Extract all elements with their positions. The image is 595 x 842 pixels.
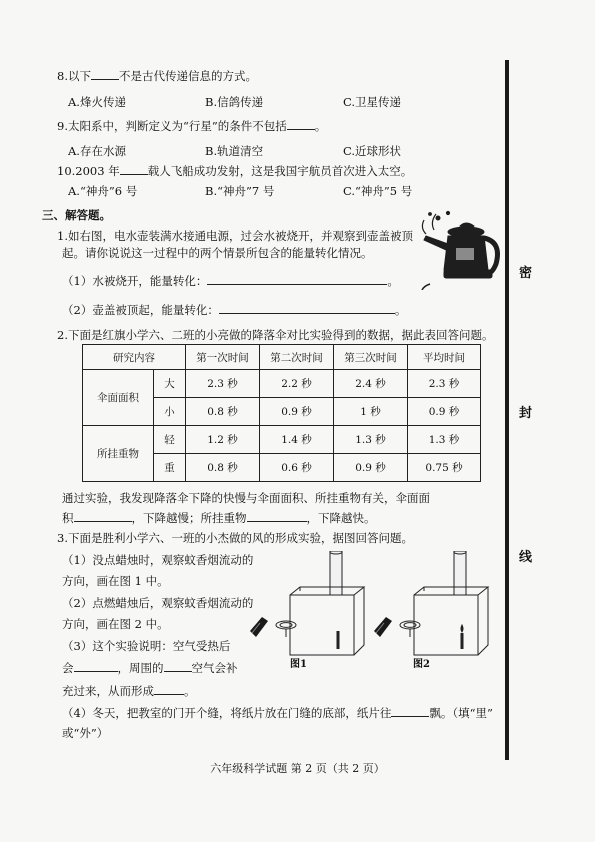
- figure-1-label: 图1: [290, 659, 307, 670]
- q3-3-stem: 3.下面是胜利小学六、一班的小杰做的风的形成实验，据图回答问题。: [57, 531, 413, 545]
- page-footer: 六年级科学试题 第 2 页（共 2 页）: [210, 762, 385, 775]
- q3-3-l6: 会 ，周围的 空气会补: [62, 661, 238, 675]
- seal-char-3: 线: [519, 550, 533, 565]
- q3-1-line1: 1.如右图，电水壶装满水接通电源，过会水被烧开，并观察到壶盖被顶: [57, 229, 413, 243]
- q3-3-l4: 方向，画在图 2 中。: [62, 617, 169, 631]
- wind-experiment-figure-1: [246, 551, 366, 669]
- q3-3-blank4[interactable]: [391, 716, 429, 717]
- q3-2-stem: 2.下面是红旗小学六、二班的小亮做的降落伞对比实验得到的数据，据此表回答问题。: [57, 328, 494, 342]
- q3-1-sub1: （1）水被烧开，能量转化： 。: [62, 274, 399, 288]
- table-cell: 2.3 秒: [408, 370, 481, 398]
- group-area: 伞面面积: [83, 370, 154, 426]
- group-weight: 所挂重物: [83, 426, 154, 482]
- electric-kettle-illustration: [418, 208, 508, 290]
- q3-3-l2: 方向，画在图 1 中。: [62, 574, 169, 588]
- table-cell: 0.8 秒: [186, 454, 260, 482]
- q3-1-blank2[interactable]: [219, 313, 395, 314]
- q3-3-blank2[interactable]: [164, 671, 192, 672]
- table-cell: 1 秒: [334, 398, 408, 426]
- q3-1-sub2: （2）壶盖被顶起，能量转化： 。: [62, 303, 407, 317]
- table-cell: 1.4 秒: [260, 426, 334, 454]
- row-label: 小: [154, 398, 186, 426]
- q3-2-conclusion-line2: 积 ，下降越慢；所挂重物 ，下降越快。: [62, 511, 376, 525]
- figure-2-label: 图2: [413, 659, 430, 670]
- parachute-data-table: [82, 344, 481, 482]
- q9-option-c: C.近球形状: [343, 144, 402, 158]
- q10-option-c: C.“神舟”5 号: [343, 184, 413, 198]
- table-cell: 1.3 秒: [334, 426, 408, 454]
- q3-3-blank3[interactable]: [154, 694, 184, 695]
- header-average: 平均时间: [408, 345, 481, 370]
- q9-option-a: A.存在水源: [68, 144, 126, 158]
- q3-3-blank1[interactable]: [74, 671, 118, 672]
- row-label: 大: [154, 370, 186, 398]
- q8-option-a: A.烽火传递: [68, 95, 126, 109]
- q3-3-l3: （2）点燃蜡烛后，观察蚊香烟流动的: [62, 596, 254, 610]
- table-cell: 2.2 秒: [260, 370, 334, 398]
- q8-option-c: C.卫星传递: [343, 95, 402, 109]
- q8-option-b: B.信鸽传递: [205, 95, 264, 109]
- header-trial1: 第一次时间: [186, 345, 260, 370]
- q3-1-blank1[interactable]: [207, 284, 387, 285]
- table-cell: 0.9 秒: [260, 398, 334, 426]
- q3-3-l9: 或“外”）: [62, 726, 109, 740]
- q3-1-line2: 起。请你说说这一过程中的两个情景所包含的能量转化情况。: [62, 246, 373, 260]
- q10-blank[interactable]: [120, 174, 148, 175]
- q3-3-l1: （1）没点蜡烛时，观察蚊香烟流动的: [62, 553, 254, 567]
- table-cell: 2.4 秒: [334, 370, 408, 398]
- table-cell: 0.6 秒: [260, 454, 334, 482]
- table-cell: 1.3 秒: [408, 426, 481, 454]
- table-cell: 0.9 秒: [408, 398, 481, 426]
- header-content: 研究内容: [83, 345, 186, 370]
- binding-line: [505, 60, 509, 760]
- table-cell: 0.8 秒: [186, 398, 260, 426]
- table-cell: 0.9 秒: [334, 454, 408, 482]
- table-cell: 1.2 秒: [186, 426, 260, 454]
- q3-2-conclusion-line1: 通过实验，我发现降落伞下降的快慢与伞面面积、所挂重物有关，伞面面: [62, 491, 430, 505]
- table-cell: 2.3 秒: [186, 370, 260, 398]
- q10-option-b: B.“神舟”7 号: [205, 184, 275, 198]
- section-title: 三、解答题。: [42, 208, 111, 222]
- seal-char-2: 封: [519, 406, 533, 421]
- row-label: 轻: [154, 426, 186, 454]
- q9-option-b: B.轨道清空: [205, 144, 264, 158]
- header-trial2: 第二次时间: [260, 345, 334, 370]
- q10-option-a: A.“神舟”6 号: [68, 184, 138, 198]
- header-trial3: 第三次时间: [334, 345, 408, 370]
- q3-2-blank1[interactable]: [74, 521, 132, 522]
- q8-stem: 8.以下 不是古代传递信息的方式。: [57, 69, 257, 83]
- q3-3-l5: （3）这个实验说明：空气受热后: [62, 639, 231, 653]
- q9-stem: 9.太阳系中，判断定义为“行星”的条件不包括 。: [57, 119, 327, 133]
- q3-3-l7: 充过来，从而形成 。: [62, 684, 196, 698]
- q3-3-l8: （4）冬天，把教室的门开个缝，将纸片放在门缝的底部，纸片往 飘。（填“里”: [62, 706, 493, 720]
- q9-blank[interactable]: [287, 129, 315, 130]
- seal-char-1: 密: [519, 266, 533, 281]
- q10-stem: 10.2003 年 载人飞船成功发射，这是我国宇航员首次进入太空。: [57, 164, 413, 178]
- q8-blank[interactable]: [91, 79, 119, 80]
- row-label: 重: [154, 454, 186, 482]
- wind-experiment-figure-2: [370, 551, 490, 669]
- table-cell: 0.75 秒: [408, 454, 481, 482]
- q3-2-blank2[interactable]: [247, 521, 307, 522]
